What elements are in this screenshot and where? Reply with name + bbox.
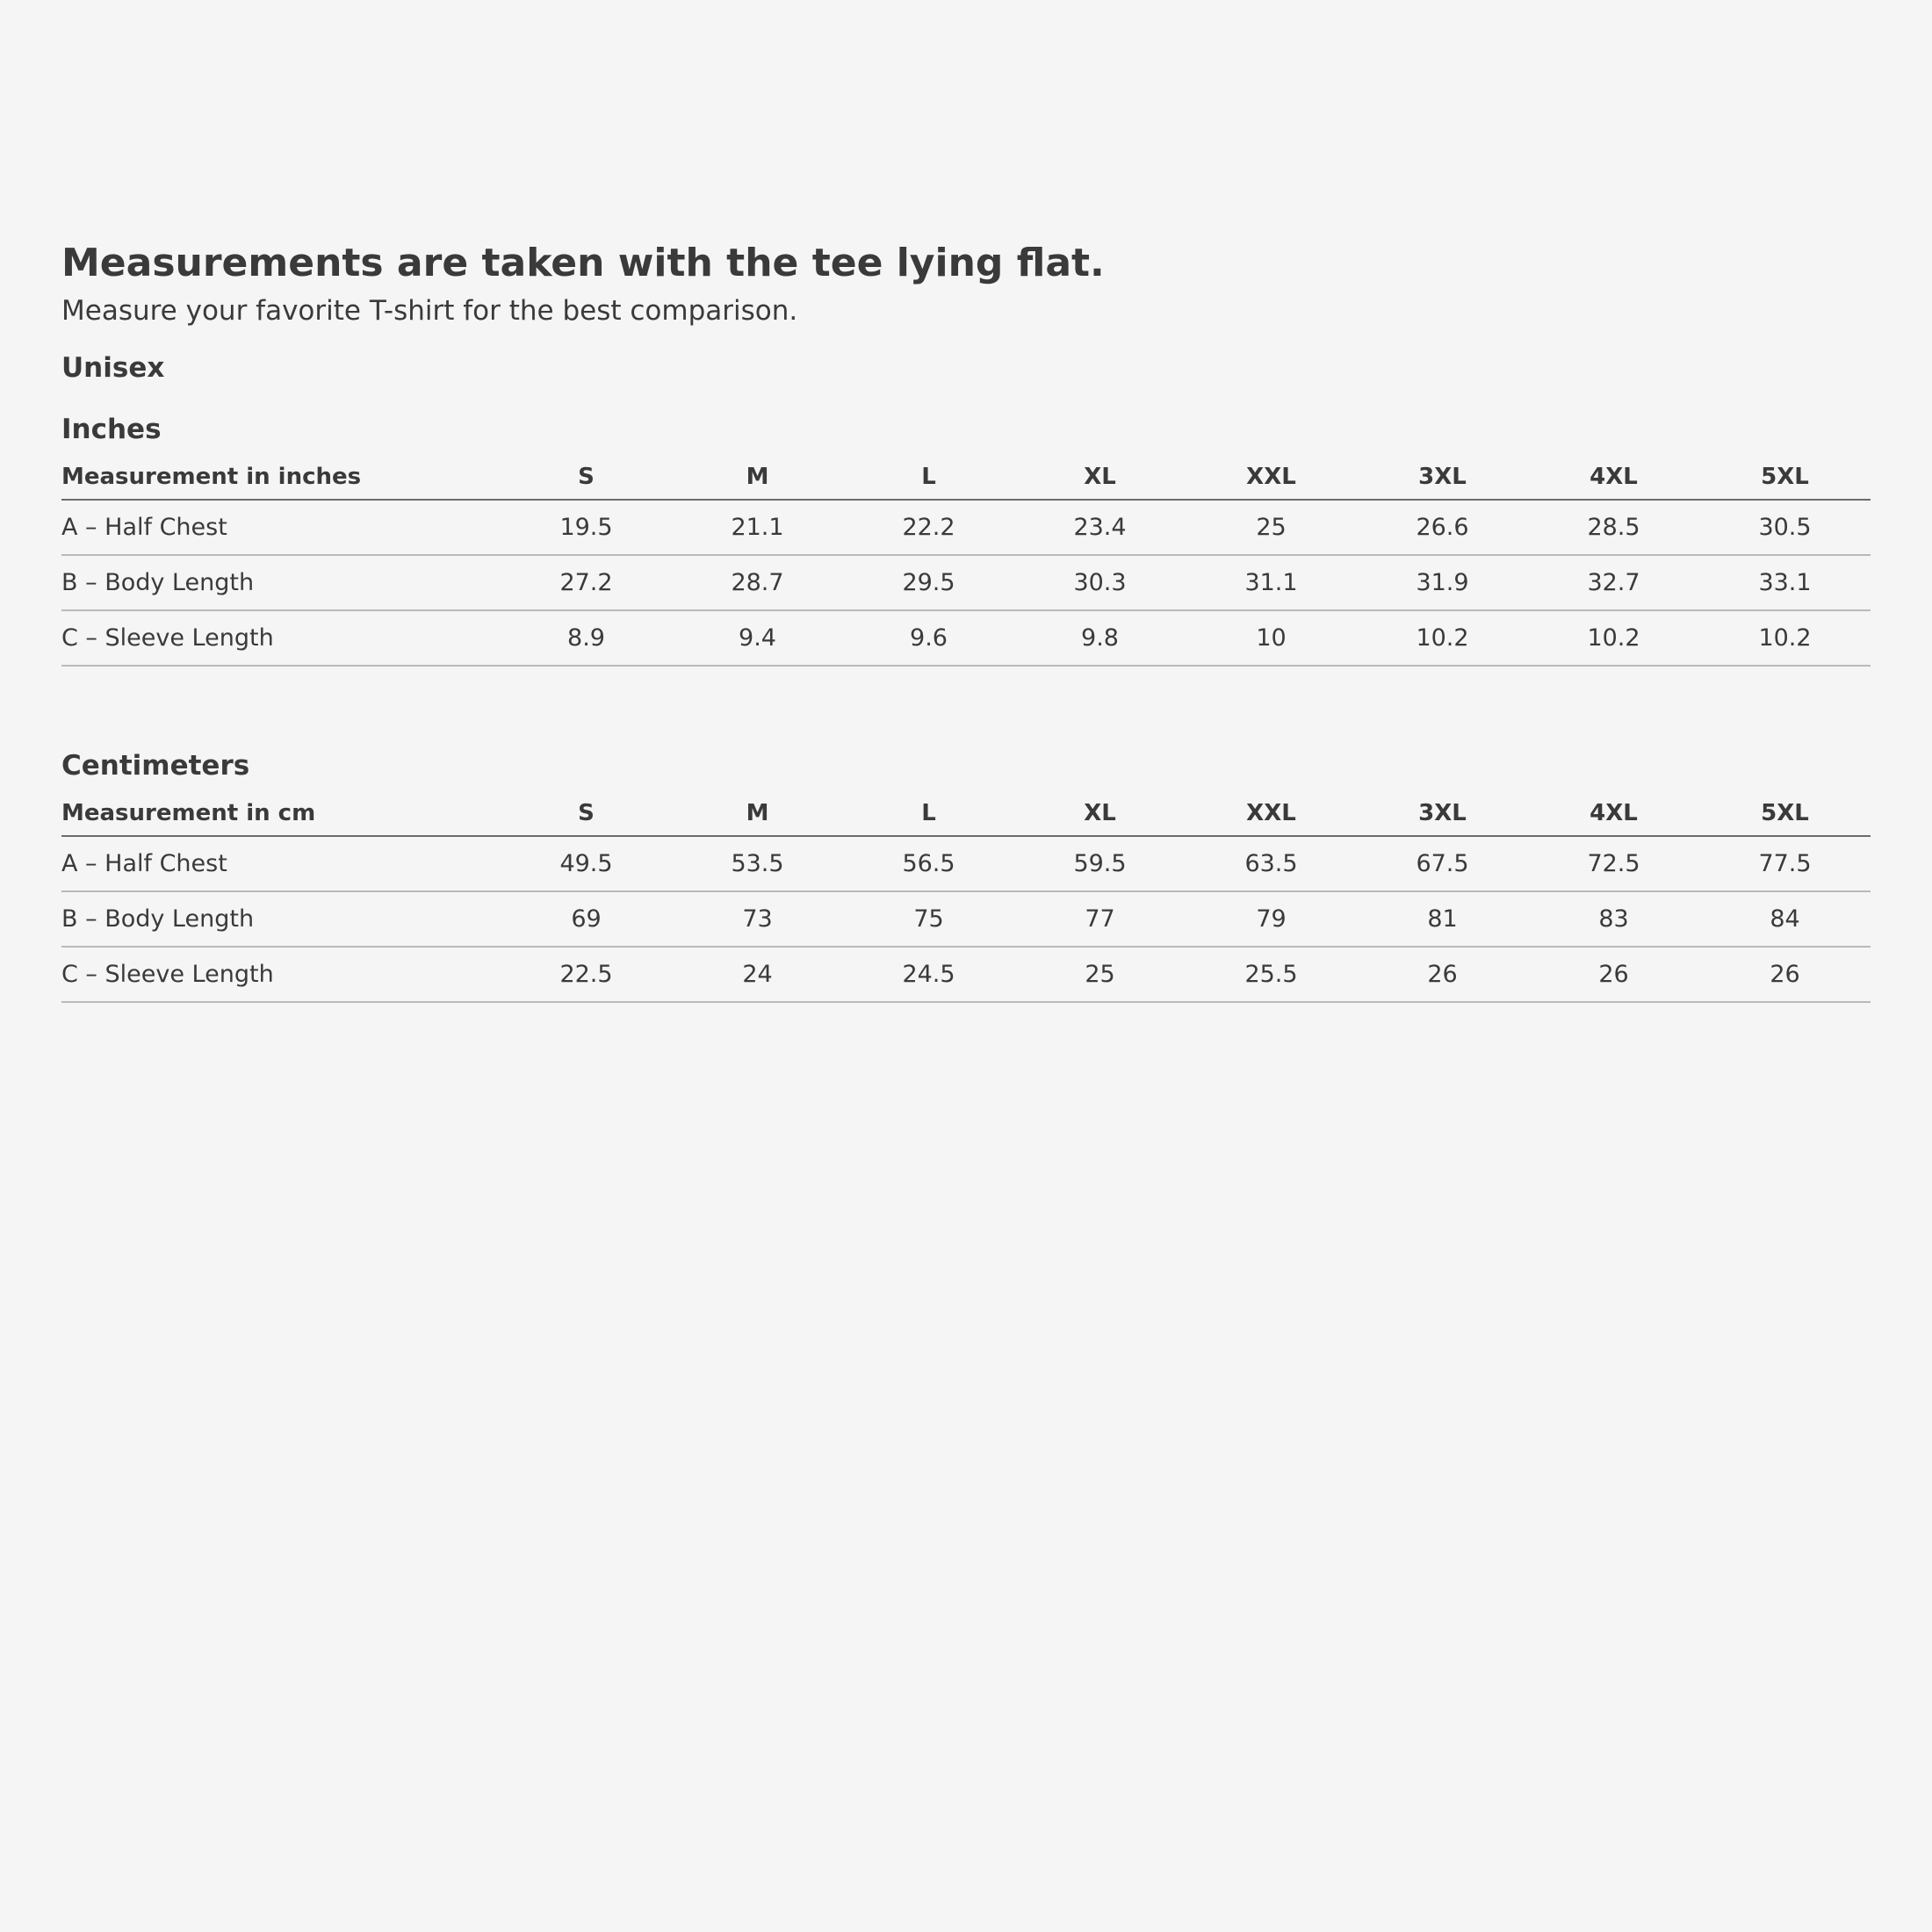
size-header: M — [672, 455, 843, 500]
table-cell: 67.5 — [1357, 836, 1528, 891]
row-label: B – Body Length — [61, 555, 501, 610]
table-cell: 29.5 — [843, 555, 1014, 610]
row-label: B – Body Length — [61, 891, 501, 947]
cm-table — [61, 791, 1871, 1003]
table-cell: 28.5 — [1528, 500, 1699, 555]
table-cell: 25 — [1186, 500, 1357, 555]
table-cell: 24 — [672, 947, 843, 1002]
table-cell: 10 — [1186, 610, 1357, 666]
table-row — [61, 610, 1871, 666]
page-title: Measurements are taken with the tee lying flat. — [61, 241, 1105, 285]
size-header: S — [501, 791, 672, 836]
table-cell: 26 — [1528, 947, 1699, 1002]
table-cell: 33.1 — [1699, 555, 1871, 610]
table-cell: 69 — [501, 891, 672, 947]
table-cell: 32.7 — [1528, 555, 1699, 610]
size-header: 3XL — [1357, 791, 1528, 836]
table-row — [61, 836, 1871, 891]
table-cell: 10.2 — [1528, 610, 1699, 666]
table-cell: 10.2 — [1357, 610, 1528, 666]
table-cell: 26 — [1357, 947, 1528, 1002]
size-header: S — [501, 455, 672, 500]
size-header: XXL — [1186, 791, 1357, 836]
table-cell: 49.5 — [501, 836, 672, 891]
table-cell: 23.4 — [1014, 500, 1186, 555]
table-cell: 79 — [1186, 891, 1357, 947]
table-cell: 9.8 — [1014, 610, 1186, 666]
size-guide — [61, 235, 1871, 1003]
cm-section-title: Centimeters — [61, 750, 250, 782]
inches-section-title: Inches — [61, 414, 162, 445]
page-subtitle: Measure your favorite T-shirt for the best comparison. — [61, 295, 798, 327]
table-cell: 84 — [1699, 891, 1871, 947]
table-cell: 19.5 — [501, 500, 672, 555]
table-cell: 8.9 — [501, 610, 672, 666]
table-cell: 22.5 — [501, 947, 672, 1002]
table-cell: 10.2 — [1699, 610, 1871, 666]
table-cell: 73 — [672, 891, 843, 947]
table-cell: 9.6 — [843, 610, 1014, 666]
table-header-row — [61, 455, 1871, 500]
table-cell: 26.6 — [1357, 500, 1528, 555]
size-header: XL — [1014, 455, 1186, 500]
table-cell: 81 — [1357, 891, 1528, 947]
size-header: M — [672, 791, 843, 836]
size-header: L — [843, 455, 1014, 500]
table-row — [61, 891, 1871, 947]
table-cell: 21.1 — [672, 500, 843, 555]
table-cell: 31.1 — [1186, 555, 1357, 610]
size-header: XL — [1014, 791, 1186, 836]
table-cell: 53.5 — [672, 836, 843, 891]
size-header: 5XL — [1699, 455, 1871, 500]
table-cell: 56.5 — [843, 836, 1014, 891]
table-cell: 77.5 — [1699, 836, 1871, 891]
table-cell: 75 — [843, 891, 1014, 947]
table-cell: 63.5 — [1186, 836, 1357, 891]
table-header-row — [61, 791, 1871, 836]
table-cell: 30.5 — [1699, 500, 1871, 555]
table-cell: 59.5 — [1014, 836, 1186, 891]
table-cell: 31.9 — [1357, 555, 1528, 610]
size-header: 4XL — [1528, 455, 1699, 500]
size-header: XXL — [1186, 455, 1357, 500]
inches-table — [61, 455, 1871, 667]
table-cell: 83 — [1528, 891, 1699, 947]
table-cell: 30.3 — [1014, 555, 1186, 610]
row-label: A – Half Chest — [61, 836, 501, 891]
table-cell: 26 — [1699, 947, 1871, 1002]
size-header: 5XL — [1699, 791, 1871, 836]
row-label: C – Sleeve Length — [61, 947, 501, 1002]
row-label: C – Sleeve Length — [61, 610, 501, 666]
row-label: A – Half Chest — [61, 500, 501, 555]
table-cell: 28.7 — [672, 555, 843, 610]
table-cell: 25.5 — [1186, 947, 1357, 1002]
header-label: Measurement in cm — [61, 791, 501, 836]
table-row — [61, 555, 1871, 610]
table-row — [61, 500, 1871, 555]
table-cell: 24.5 — [843, 947, 1014, 1002]
size-header: 3XL — [1357, 455, 1528, 500]
size-header: 4XL — [1528, 791, 1699, 836]
size-header: L — [843, 791, 1014, 836]
table-cell: 27.2 — [501, 555, 672, 610]
table-cell: 9.4 — [672, 610, 843, 666]
table-cell: 25 — [1014, 947, 1186, 1002]
header-label: Measurement in inches — [61, 455, 501, 500]
table-cell: 72.5 — [1528, 836, 1699, 891]
table-cell: 77 — [1014, 891, 1186, 947]
table-cell: 22.2 — [843, 500, 1014, 555]
table-row — [61, 947, 1871, 1002]
fit-heading: Unisex — [61, 352, 165, 384]
